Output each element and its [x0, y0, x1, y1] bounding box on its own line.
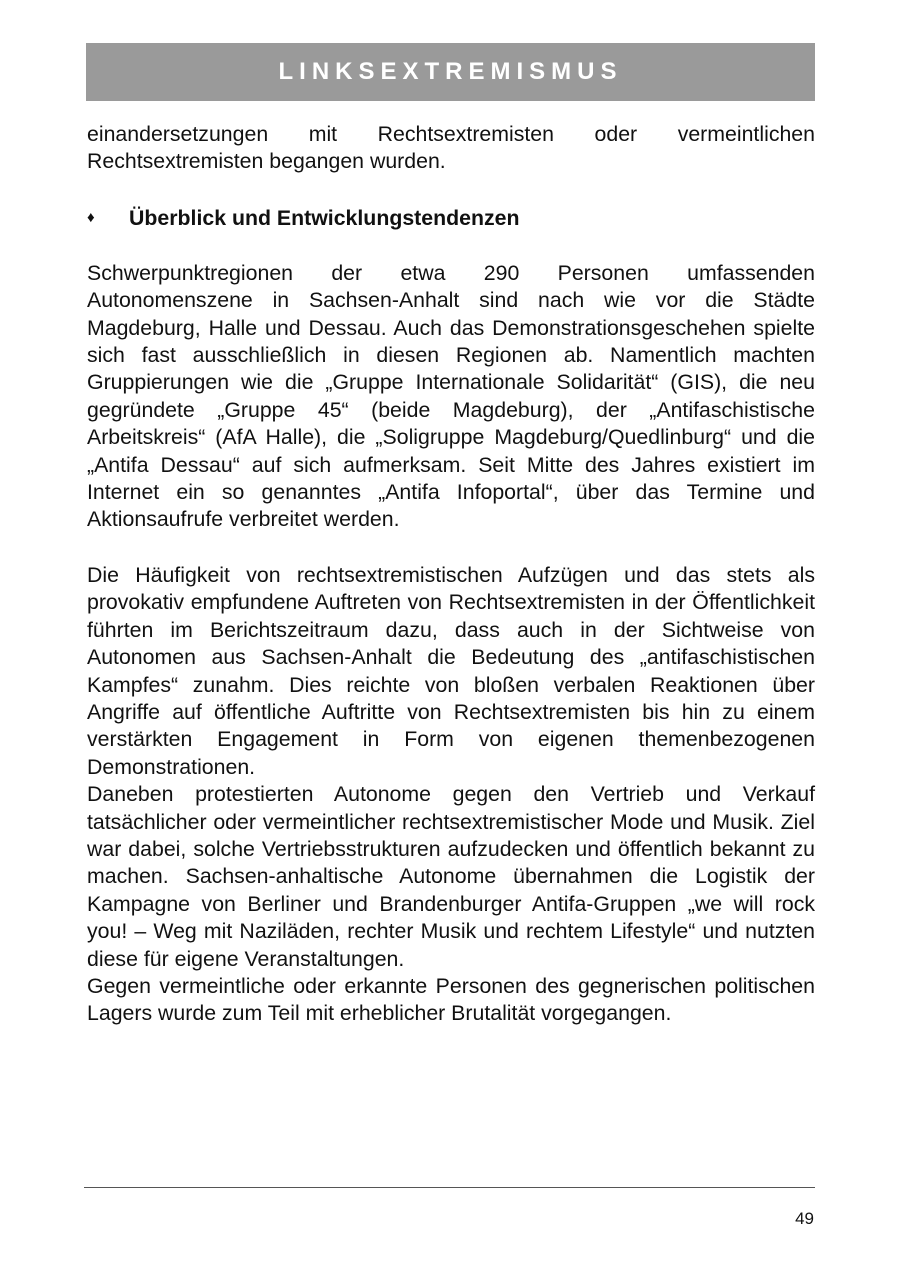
body-paragraph-1: Schwerpunktregionen der etwa 290 Personen umfassenden Autonomenszene in Sachsen-Anhalt sind nach wie vor die Städte Magdeburg, Halle und Dessau. Auch das Demonstrationsgeschehen spielte sich fast ausschließlich in diesen Regionen ab. Namentlich machten Gruppierungen wie die „Gruppe Internationale Solidarität“ (GIS), die neu gegründete „Gruppe 45“ (beide Magdeburg), der „Antifaschistische Arbeitskreis“ (AfA Halle), die „Soligruppe Magdeburg/Quedlinburg“ und die „Antifa Dessau“ auf sich aufmerksam. Seit Mitte des Jahres existiert im Internet ein so genanntes „Antifa Infoportal“, über das Termine und Aktionsaufrufe verbreitet werden. — [87, 260, 815, 532]
page-number: 49 — [795, 1209, 814, 1228]
body-paragraph-3: Daneben protestierten Autonome gegen den Vertrieb und Verkauf tatsächlicher oder vermeintlicher rechtsextremistischer Mode und Musik. Ziel war dabei, solche Vertriebsstrukturen aufzudecken und öffentlich bekannt zu machen. Sachsen-anhaltische Autonome übernahmen die Logistik der Kampagne von Berliner und Brandenburger Antifa-Gruppen „we will rock you! – Weg mit Naziläden, rechter Musik und rechtem Lifestyle“ und nutzten diese für eigene Veranstaltungen. — [87, 782, 815, 971]
diamond-bullet-icon: ♦ — [87, 208, 95, 226]
footer-divider — [84, 1187, 815, 1188]
page-content — [87, 121, 815, 1028]
section-heading — [87, 204, 815, 232]
body-paragraph-4: Gegen vermeintliche oder erkannte Personen des gegnerischen politischen Lagers wurde zum Teil mit erheblicher Brutalität vorgegangen. — [87, 973, 815, 1026]
lead-paragraph: einandersetzungen mit Rechtsextremisten oder vermeintlichen Rechtsextremisten begangen wurden. — [87, 122, 815, 174]
chapter-title: LINKSEXTREMISMUS — [278, 58, 623, 85]
body-paragraph-2: Die Häufigkeit von rechtsextremistischen Aufzügen und das stets als provokativ empfundene Auftreten von Rechtsextremisten in der Öffentlichkeit führten im Berichtszeitraum dazu, dass auch in der Sichtweise von Autonomen aus Sachsen-Anhalt die Bedeutung des „antifaschistischen Kampfes“ zunahm. Dies reichte von bloßen verbalen Reaktionen über Angriffe auf öffentliche Auftritte von Rechtsextremisten bis hin zu einem verstärkten Engagement in Form von eigenen themenbezogenen Demonstrationen. — [87, 562, 815, 779]
section-heading-text: Überblick und Entwicklungstendenzen — [129, 205, 520, 230]
chapter-header-bar — [86, 43, 815, 101]
